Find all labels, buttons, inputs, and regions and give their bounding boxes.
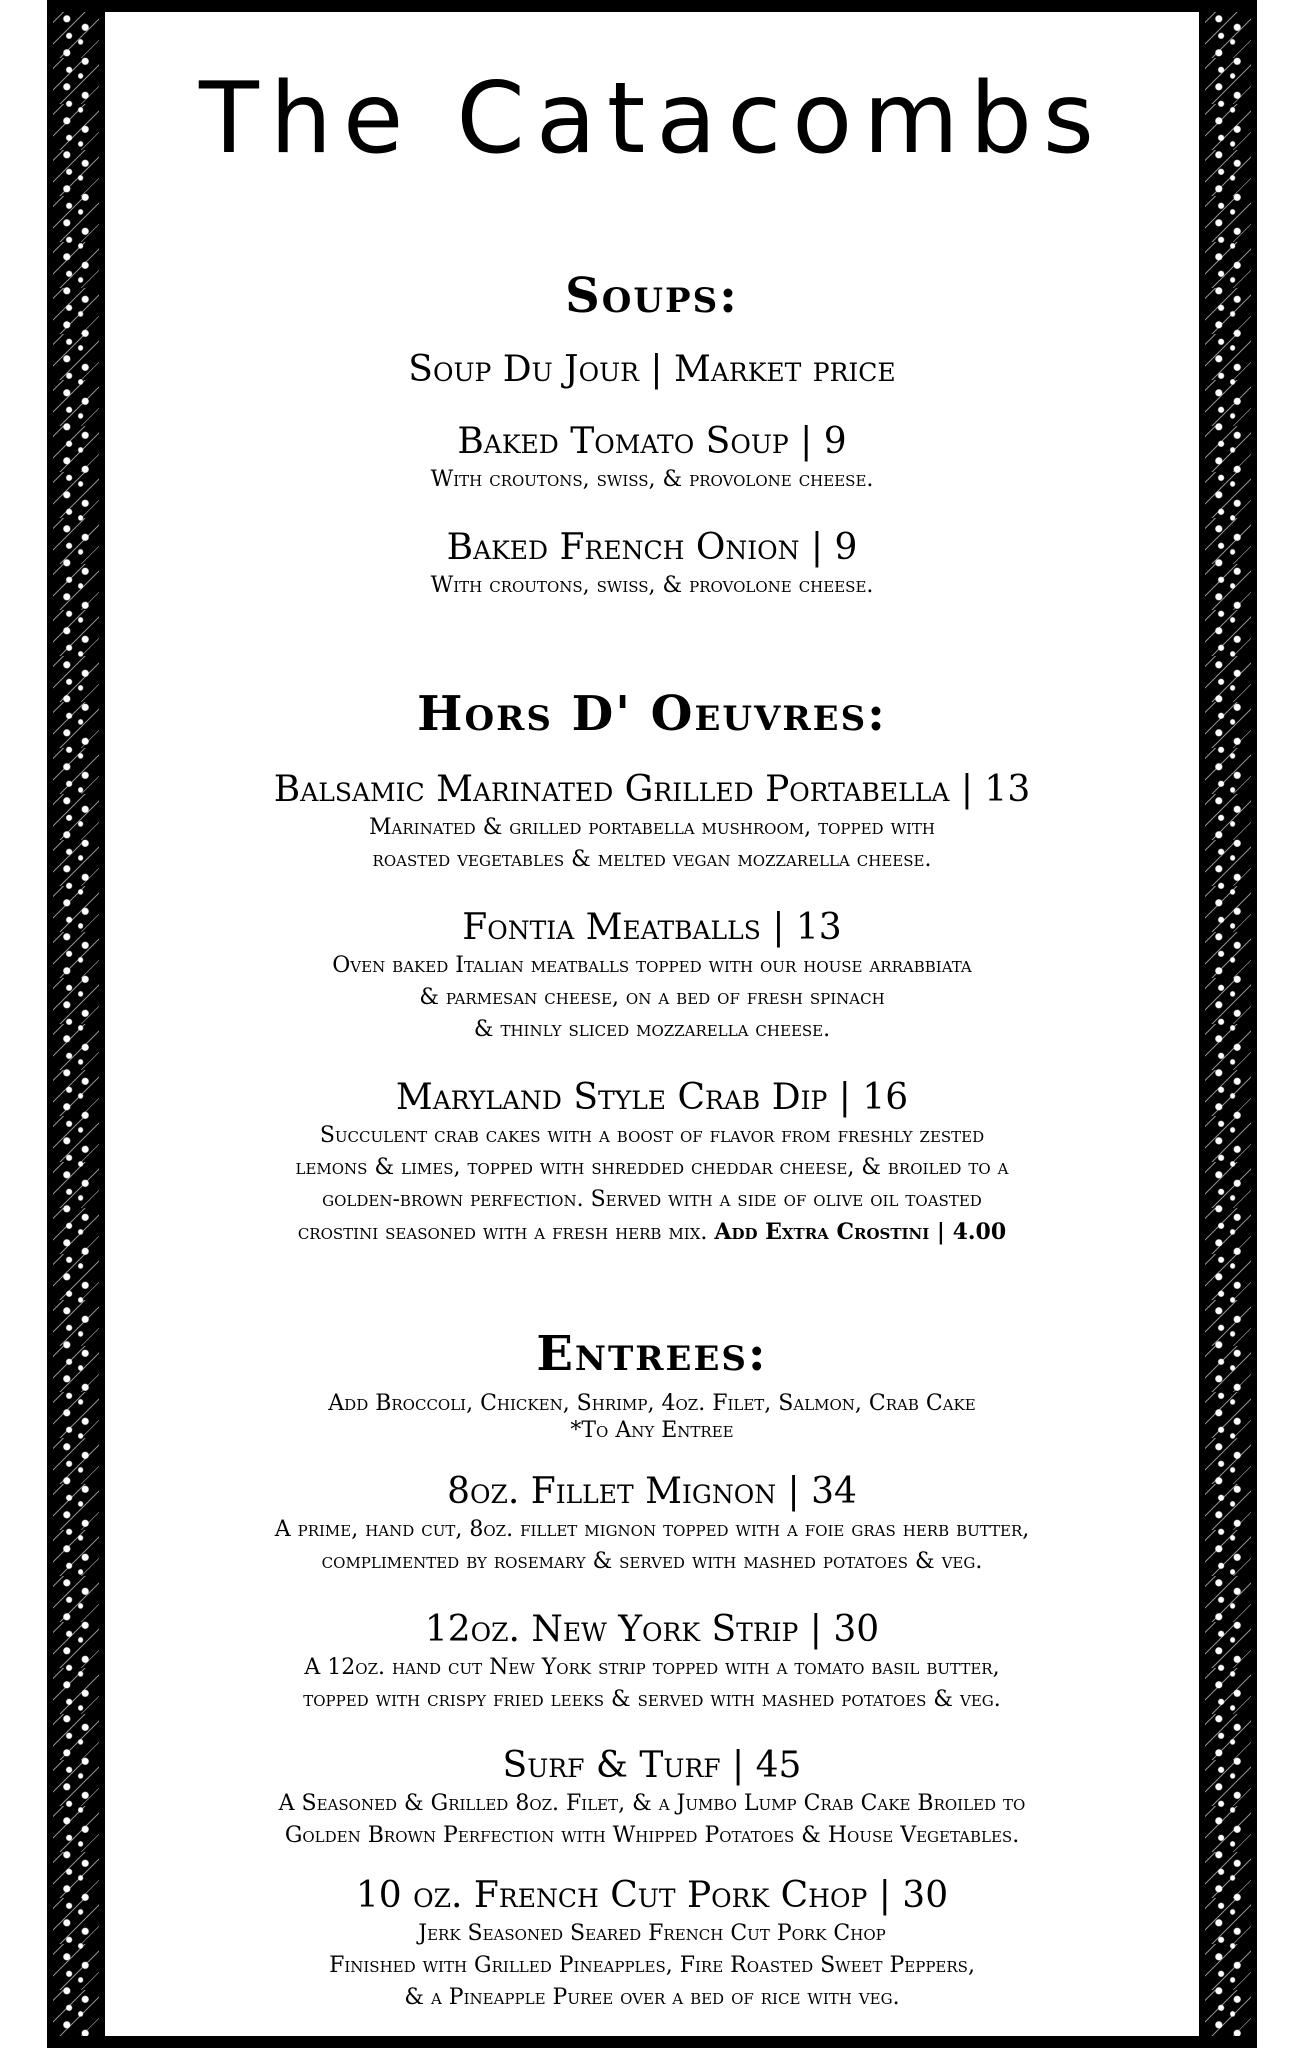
description-line: complimented by rosemary & served with mashed potatoes & veg. (321, 1549, 983, 1574)
description-line: A 12oz. hand cut New York strip topped with a tomato basil butter, (304, 1655, 1000, 1680)
item-name: Soup Du Jour | Market price (408, 349, 896, 390)
description-line: & a Pineapple Puree over a bed of rice with veg. (404, 1985, 900, 2010)
description-line: With croutons, swiss, & provolone cheese. (430, 573, 874, 598)
item-name: 10 oz. French Cut Pork Chop | 30 (355, 1875, 949, 1916)
section-heading-hors-doeuvres: Hors D' Oeuvres: (417, 686, 887, 742)
item-description (105, 1918, 1199, 2014)
description-line: roasted vegetables & melted vegan mozzarella cheese. (372, 847, 932, 872)
description-line: & parmesan cheese, on a bed of fresh spinach (419, 985, 885, 1010)
soups-heading-block (105, 268, 1199, 324)
description-line: Jerk Seasoned Seared French Cut Pork Chop (418, 1921, 886, 1946)
description-line: Oven baked Italian meatballs topped with our house arrabbiata (332, 953, 972, 978)
menu-item (105, 1077, 1199, 1249)
item-description (105, 464, 1199, 496)
item-name: Balsamic Marinated Grilled Portabella | 13 (273, 769, 1031, 810)
menu-item (105, 349, 1199, 390)
description-line: A prime, hand cut, 8oz. fillet mignon topped with a foie gras herb butter, (274, 1517, 1030, 1542)
menu-item (105, 527, 1199, 602)
menu-panel (105, 12, 1199, 2036)
description-line: Marinated & grilled portabella mushroom, topped with (369, 815, 935, 840)
section-heading-entrees: Entrees: (536, 1326, 768, 1382)
item-name: Maryland Style Crab Dip | 16 (395, 1077, 909, 1118)
item-description (105, 1514, 1199, 1578)
item-description (105, 812, 1199, 876)
item-name: Fontia Meatballs | 13 (462, 907, 842, 948)
description-text: crostini seasoned with a fresh herb mix. (297, 1220, 708, 1245)
menu-item (105, 421, 1199, 496)
description-line: lemons & limes, topped with shredded cheddar cheese, & broiled to a (295, 1155, 1009, 1180)
description-line: A Seasoned & Grilled 8oz. Filet, & a Jumbo Lump Crab Cake Broiled to (278, 1791, 1026, 1816)
menu-item (105, 1609, 1199, 1716)
item-description (105, 570, 1199, 602)
description-line: Succulent crab cakes with a boost of flavor from freshly zested (319, 1123, 985, 1148)
entrees-note (105, 1390, 1199, 1444)
menu-item (105, 1471, 1199, 1578)
note-line: Add Broccoli, Chicken, Shrimp, 4oz. Filet, Salmon, Crab Cake (328, 1391, 976, 1416)
item-name: Surf & Turf | 45 (502, 1745, 802, 1786)
menu-item (105, 1875, 1199, 2014)
section-heading-soups: Soups: (565, 268, 739, 324)
item-name: 8oz. Fillet Mignon | 34 (447, 1471, 857, 1512)
menu-item (105, 1745, 1199, 1852)
add-on-note (105, 1390, 1199, 1444)
item-name: 12oz. New York Strip | 30 (424, 1609, 880, 1650)
entrees-heading-block (105, 1326, 1199, 1382)
item-description (105, 1788, 1199, 1852)
description-line (105, 1216, 1199, 1249)
description-line: golden-brown perfection. Served with a side of olive oil toasted (322, 1187, 982, 1212)
add-on-price: Add Extra Crostini | 4.00 (714, 1219, 1007, 1245)
description-line: & thinly sliced mozzarella cheese. (473, 1017, 831, 1042)
item-description (105, 1120, 1199, 1249)
description-line: Finished with Grilled Pineapples, Fire Roasted Sweet Peppers, (329, 1953, 975, 1978)
description-line: topped with crispy fried leeks & served with mashed potatoes & veg. (303, 1687, 1001, 1712)
ornamental-border-left (53, 12, 99, 2036)
item-description (105, 950, 1199, 1046)
item-name: Baked Tomato Soup | 9 (457, 421, 847, 462)
item-description (105, 1652, 1199, 1716)
menu-frame (47, 0, 1257, 2048)
restaurant-title: The Catacombs (199, 62, 1105, 176)
hors-heading-block (105, 686, 1199, 742)
item-name: Baked French Onion | 9 (446, 527, 858, 568)
note-line: *To Any Entree (570, 1418, 734, 1443)
description-line: With croutons, swiss, & provolone cheese. (430, 467, 874, 492)
ornamental-border-right (1205, 12, 1251, 2036)
description-line: Golden Brown Perfection with Whipped Potatoes & House Vegetables. (284, 1823, 1020, 1848)
menu-item (105, 769, 1199, 876)
menu-item (105, 907, 1199, 1046)
